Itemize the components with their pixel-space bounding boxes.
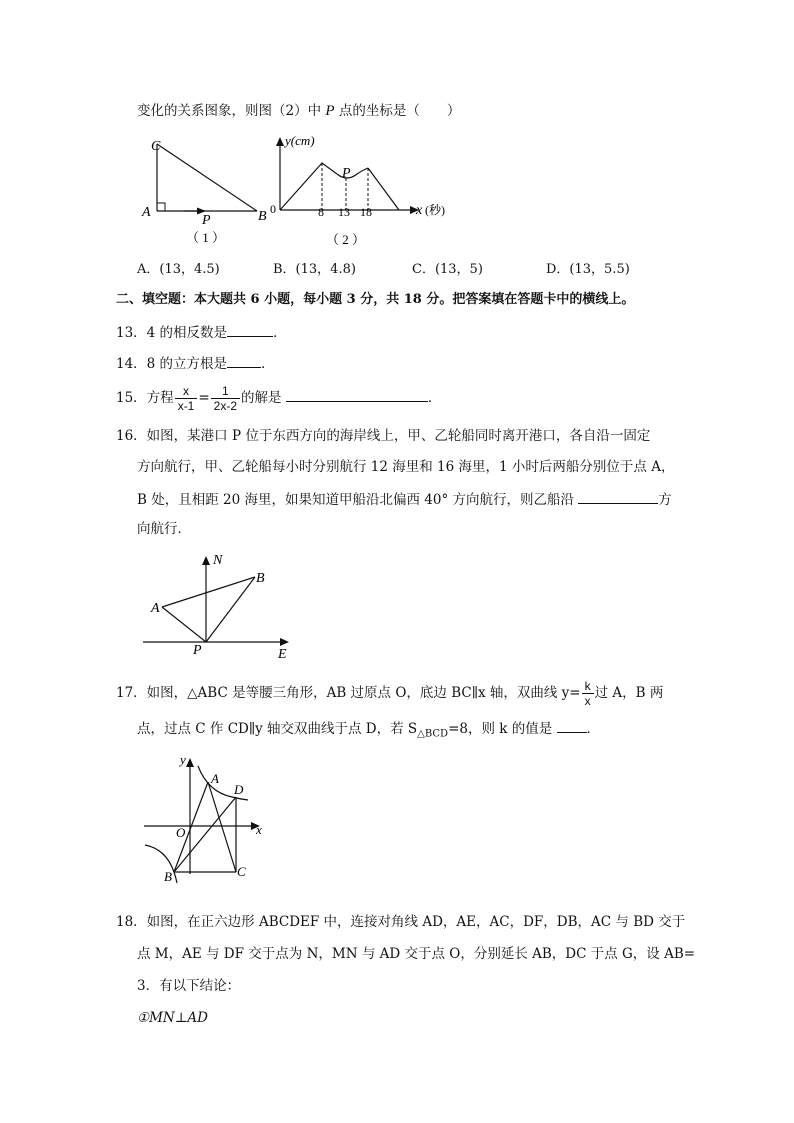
q17-frac-den: x [584,694,591,708]
q15-frac2-den: 2x-2 [213,399,238,413]
q12-stem-tail [137,101,460,121]
q15-prefix: 15．方程 [116,390,174,406]
segment-ac [208,782,236,872]
q17-line-1-pre: 17．如图，△ABC 是等腰三角形，AB 过原点 O，底边 BC∥x 轴，双曲线 y= [116,685,581,701]
q17-answer-blank[interactable] [557,718,587,733]
east-arrow [280,638,289,646]
option-b[interactable]: B．(13，4.8) [273,262,356,277]
q12-stem-pre: 变化的关系图象，则图（2）中 [137,103,322,119]
question-14 [116,353,275,374]
q17-line-1-post: 过 A，B 两 [594,685,664,701]
y-axis-label: y(cm) [285,133,315,148]
q15-end: ． [427,390,442,406]
label-a: A [142,205,151,220]
q13-answer-blank[interactable] [227,322,273,337]
segment-ab [162,577,255,607]
q17-line-2-mid: =8，则 k 的值是 [448,721,553,737]
label-y: y [180,752,186,767]
label-o: O [176,825,186,840]
graph-curve [280,163,337,210]
label-p: P [193,643,202,658]
q16-line-1: 16．如图，某港口 P 位于东西方向的海岸线上，甲、乙轮船同时离开港口，各自沿一固定 [116,428,651,444]
q17-line-2-end: ． [586,721,601,737]
q15-frac1-num: x [175,384,198,399]
tick-8: 8 [318,205,324,219]
q14-answer-blank[interactable] [227,353,261,368]
q15-fraction-2 [211,384,240,413]
q13-text: 13．4 的相反数是 [116,325,228,341]
q13-end: ． [273,325,287,341]
q12-figure-2 [262,130,462,252]
question-13 [116,322,287,343]
q12-stem-post: 点的坐标是（ ） [338,103,461,119]
label-d: D [234,782,244,797]
label-b: B [258,209,267,224]
y-axis-arrow [276,137,284,146]
q14-end: ． [261,356,275,372]
q16-line-3-end: 方 [658,492,672,508]
right-angle-mark [157,203,165,211]
q17-frac-num: k [582,679,594,694]
q15-suffix: 的解是 [241,390,282,406]
segment-pb [206,577,255,642]
section-2-heading: 二、填空题：本大题共 6 小题，每小题 3 分，共 18 分。把答案填在答题卡中的横线上。 [116,292,635,307]
tick-18: 18 [360,205,372,219]
q15-fraction-1 [175,384,198,413]
option-a[interactable]: A．(13，4.5) [137,262,220,277]
q18-line-3: 3．有以下结论： [137,978,241,994]
tick-13: 13 [338,205,350,219]
point-p-label: P [342,166,351,181]
label-x: x [256,822,262,837]
q16-answer-blank[interactable] [578,489,658,504]
label-c: C [151,139,161,154]
segment-pa [162,607,206,642]
q15-answer-blank[interactable] [286,387,428,402]
q17-figure [140,750,270,890]
q16-figure [140,552,300,662]
q18-conclusion-1: ①MN⊥AD [137,1010,209,1026]
option-c[interactable]: C．(13，5) [412,262,483,277]
label-n: N [213,553,223,568]
q12-figure-1 [138,132,273,252]
graph-curve-end [368,168,399,210]
q17-line-1 [116,676,663,710]
label-p: P [202,213,211,228]
q17-line-2-pre: 点，过点 C 作 CD∥y 轴交双曲线于点 D，若 S [137,721,418,737]
q17-line-2-sub: △BCD [417,728,449,740]
q18-line-1: 18．如图，在正六边形 ABCDEF 中，连接对角线 AD，AE，AC，DF，DB，AC 与 BD 交于 [116,914,686,930]
label-b: B [164,869,172,884]
q16-line-4: 向航行． [137,521,191,537]
q15-frac2-num: 1 [211,384,240,399]
q15-equals: = [198,390,210,406]
q18-line-2: 点 M，AE 与 DF 交于点为 N，MN 与 AD 交于点 O，分别延长 AB，DC 于点 G，设 AB= [137,946,696,962]
option-d[interactable]: D．(13，5.5) [546,262,630,277]
q16-line-3 [137,489,672,510]
q17-fraction [582,679,594,708]
segment-cb [157,144,257,211]
question-15 [116,382,441,414]
origin-label: 0 [270,202,276,216]
figure-caption-1: （ 1 ） [186,230,226,245]
label-a: A [211,771,219,786]
hyperbola-branch-2 [145,845,177,883]
label-a: A [151,601,160,616]
figure-caption-2: （ 2 ） [326,232,366,247]
label-e: E [278,647,287,662]
q15-frac1-den: x-1 [177,399,195,413]
label-b: B [256,571,265,586]
q14-text: 14．8 的立方根是 [116,356,228,372]
q12-var-p: P [325,103,335,119]
q17-line-2 [137,718,600,745]
q16-line-3-text: B 处，且相距 20 海里，如果知道甲船沿北偏西 40° 方向航行，则乙船沿 [137,492,574,508]
x-axis-unit: (秒) [425,203,445,217]
q16-line-2: 方向航行，甲、乙轮船每小时分别航行 12 海里和 16 海里，1 小时后两船分别位于点 A， [137,459,675,475]
north-arrow [202,556,210,565]
y-axis-arrow [186,758,194,767]
label-c: C [237,864,246,879]
x-axis-label: x [416,203,423,218]
